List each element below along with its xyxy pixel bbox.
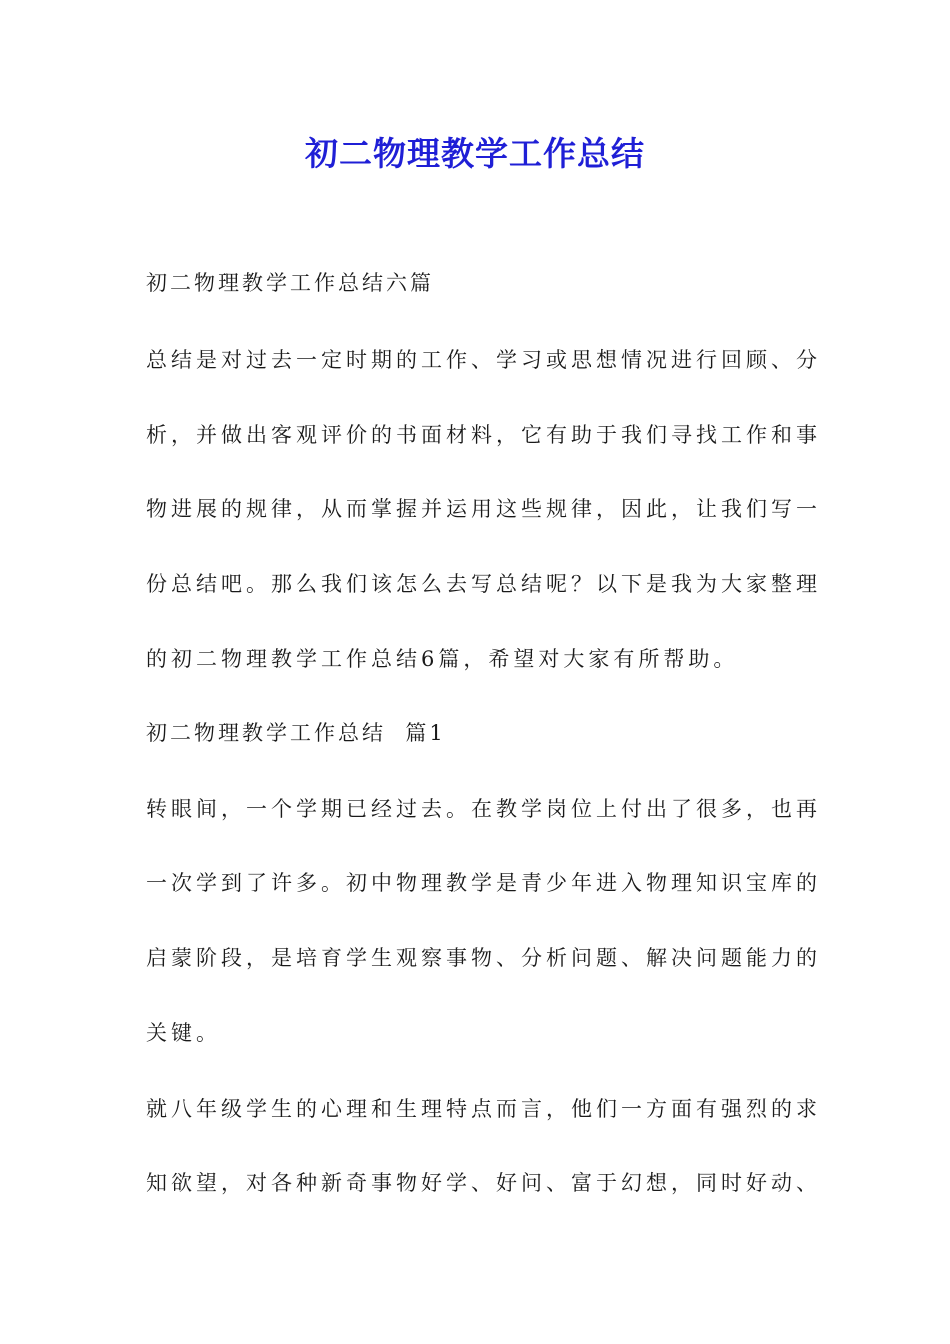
intro-line-3: 物进展的规律，从而掌握并运用这些规律，因此，让我们写一 <box>146 497 821 521</box>
paragraph1-line-4: 关键。 <box>146 1021 221 1045</box>
paragraph1-line-2: 一次学到了许多。初中物理教学是青少年进入物理知识宝库的 <box>146 871 821 895</box>
intro-line-5: 的初二物理教学工作总结6篇，希望对大家有所帮助。 <box>146 647 739 671</box>
document-subtitle: 初二物理教学工作总结六篇 <box>146 271 434 295</box>
intro-line-1: 总结是对过去一定时期的工作、学习或思想情况进行回顾、分 <box>146 348 821 372</box>
intro-line-2: 析，并做出客观评价的书面材料，它有助于我们寻找工作和事 <box>146 423 821 447</box>
document-title: 初二物理教学工作总结 <box>305 134 645 173</box>
paragraph2-line-2: 知欲望，对各种新奇事物好学、好问、富于幻想，同时好动、 <box>146 1171 821 1195</box>
intro-line-4: 份总结吧。那么我们该怎么去写总结呢？以下是我为大家整理 <box>146 572 821 596</box>
paragraph2-line-1: 就八年级学生的心理和生理特点而言，他们一方面有强烈的求 <box>146 1097 821 1121</box>
paragraph1-line-3: 启蒙阶段，是培育学生观察事物、分析问题、解决问题能力的 <box>146 946 821 970</box>
paragraph1-line-1: 转眼间，一个学期已经过去。在教学岗位上付出了很多，也再 <box>146 797 821 821</box>
section-heading: 初二物理教学工作总结 篇1 <box>146 721 446 745</box>
